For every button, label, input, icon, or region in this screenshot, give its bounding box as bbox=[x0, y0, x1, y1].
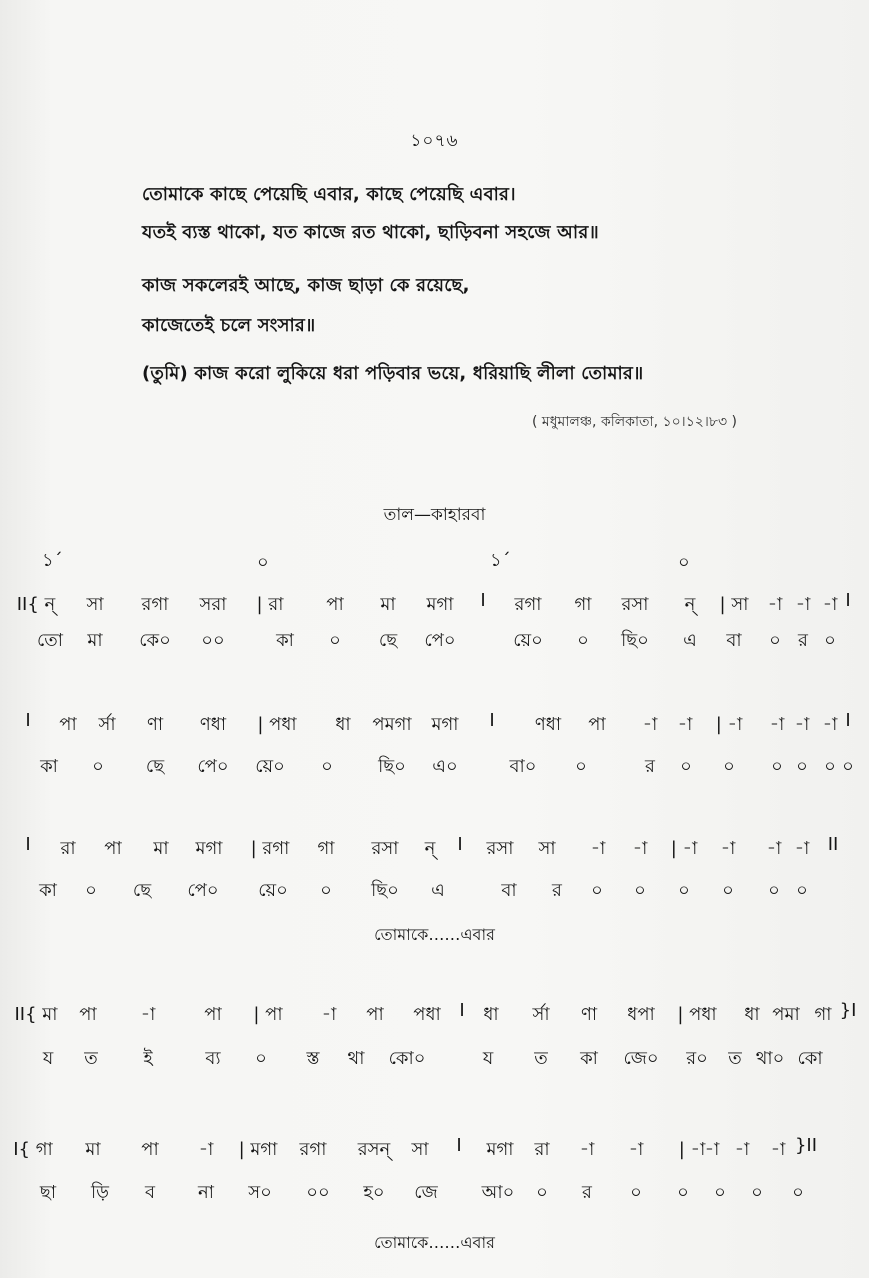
swara-cell: -া bbox=[632, 838, 648, 859]
swara-cell: | সা bbox=[719, 594, 749, 615]
bani-cell: ০ bbox=[536, 1182, 548, 1203]
swara-cell: I bbox=[456, 1135, 462, 1156]
swara-row-3 bbox=[0, 834, 869, 864]
bani-cell: ছে bbox=[132, 880, 152, 901]
swara-cell: -া bbox=[642, 714, 658, 735]
swara-cell: পা bbox=[588, 714, 606, 735]
swara-cell: পধা bbox=[413, 1004, 441, 1025]
bani-cell: ত bbox=[84, 1048, 98, 1069]
swara-cell: I bbox=[489, 710, 495, 731]
swara-cell: II{ ন্ bbox=[16, 594, 56, 615]
swara-row-4 bbox=[0, 1000, 869, 1030]
swara-cell: ধা bbox=[335, 714, 351, 735]
swara-cell: র্সা bbox=[532, 1004, 550, 1025]
bani-cell: তো bbox=[36, 630, 64, 651]
swara-cell: -া bbox=[579, 1139, 595, 1160]
swara-cell: পা bbox=[59, 714, 77, 735]
bani-cell: ০ bbox=[842, 756, 854, 777]
bani-cell: কে০ bbox=[139, 630, 171, 651]
lyric-line-3: কাজ সকলেরই আছে, কাজ ছাড়া কে রয়েছে, bbox=[142, 275, 470, 296]
bani-cell: ০ bbox=[630, 1182, 642, 1203]
swara-cell: রসা bbox=[621, 594, 649, 615]
bani-cell: ০ bbox=[678, 880, 690, 901]
tala-heading: তাল—কাহারবা bbox=[383, 505, 486, 525]
swara-cell: I bbox=[457, 834, 463, 855]
bani-cell: ছি০ bbox=[621, 630, 649, 651]
bani-cell: ০ bbox=[85, 880, 97, 901]
lyric-line-4: কাজেতেই চলে সংসার॥ bbox=[142, 315, 316, 336]
bani-cell: এ০ bbox=[432, 756, 458, 777]
beat-marker: ০ bbox=[678, 552, 690, 573]
swara-cell: মগা bbox=[431, 714, 459, 735]
bani-cell: ০ bbox=[792, 1182, 804, 1203]
bani-cell: ০ bbox=[92, 756, 104, 777]
swara-cell: মা bbox=[380, 594, 396, 615]
bani-cell: ০ bbox=[722, 880, 734, 901]
swara-row-5 bbox=[0, 1135, 869, 1165]
bani-cell: ০ bbox=[321, 756, 333, 777]
swara-cell: রগা bbox=[514, 594, 542, 615]
swara-cell: I bbox=[459, 1000, 465, 1021]
swara-cell: -া bbox=[794, 838, 810, 859]
swara-cell: গা bbox=[814, 1004, 832, 1025]
swara-cell: | পা bbox=[253, 1004, 283, 1025]
swara-cell: র্সা bbox=[98, 714, 116, 735]
swara-cell: পমা bbox=[772, 1004, 800, 1025]
bani-cell: ০ bbox=[680, 756, 692, 777]
swara-cell: I bbox=[25, 710, 31, 731]
bani-cell: ত bbox=[728, 1048, 742, 1069]
bani-cell: ০ bbox=[634, 880, 646, 901]
swara-cell: ণধা bbox=[534, 714, 562, 735]
swara-cell: ন্ bbox=[424, 838, 436, 859]
swara-cell: | মগা bbox=[238, 1139, 278, 1160]
bani-cell: কা bbox=[39, 880, 57, 901]
bani-cell: র bbox=[552, 880, 562, 901]
bani-cell: স্ত bbox=[306, 1048, 320, 1069]
swara-cell: রগা bbox=[299, 1139, 327, 1160]
swara-cell: }I bbox=[839, 1000, 857, 1021]
bani-cell: ০ bbox=[824, 756, 836, 777]
swara-cell: -া bbox=[769, 714, 785, 735]
bani-cell: ০ bbox=[796, 880, 808, 901]
bani-cell: ০০ bbox=[201, 630, 225, 651]
lyric-line-1: তোমাকে কাছে পেয়েছি এবার, কাছে পেয়েছি এবার। bbox=[142, 184, 516, 205]
bani-cell: ০ bbox=[771, 756, 783, 777]
swara-cell: I bbox=[480, 590, 486, 611]
bani-cell: ০ bbox=[255, 1048, 267, 1069]
lyric-line-2: যতই ব্যস্ত থাকো, যত কাজে রত থাকো, ছাড়িবনা সহজে আর॥ bbox=[142, 222, 599, 243]
bani-cell: ০ bbox=[796, 756, 808, 777]
swara-row-2 bbox=[0, 710, 869, 740]
bani-row-3 bbox=[0, 876, 869, 906]
swara-cell: -া bbox=[590, 838, 606, 859]
bani-cell: ব্য bbox=[205, 1048, 221, 1069]
bani-cell: য়ে০ bbox=[258, 880, 288, 901]
bani-row-5 bbox=[0, 1178, 869, 1208]
swara-cell: -া bbox=[734, 1139, 750, 1160]
bani-cell: ০ bbox=[329, 630, 341, 651]
source-note: ( মধুমালঞ্চ, কলিকাতা, ১০।১২।৮৩ ) bbox=[532, 414, 737, 430]
swara-cell: গা bbox=[574, 594, 592, 615]
bani-cell: কো০ bbox=[388, 1048, 426, 1069]
bani-cell: র bbox=[645, 756, 655, 777]
bani-cell: ০০ bbox=[306, 1182, 330, 1203]
bani-cell: ০ bbox=[723, 756, 735, 777]
swara-cell: -া bbox=[767, 594, 783, 615]
swara-cell: -া bbox=[794, 714, 810, 735]
swara-cell: -া bbox=[140, 1004, 156, 1025]
swara-cell: মা bbox=[85, 1139, 101, 1160]
swara-cell: মগা bbox=[486, 1139, 514, 1160]
bani-cell: ০ bbox=[751, 1182, 763, 1203]
bani-row-1 bbox=[0, 626, 869, 656]
bani-cell: ত bbox=[534, 1048, 548, 1069]
bani-cell: কা bbox=[40, 756, 58, 777]
bani-cell: এ bbox=[683, 630, 697, 651]
swara-cell: -া bbox=[321, 1004, 337, 1025]
bani-cell: এ bbox=[431, 880, 445, 901]
bani-cell: হ০ bbox=[363, 1182, 385, 1203]
bani-cell: ০ bbox=[575, 756, 587, 777]
swara-cell: II{ মা bbox=[14, 1004, 58, 1025]
bani-cell: ০ bbox=[768, 880, 780, 901]
bani-cell: জে bbox=[414, 1182, 438, 1203]
bani-cell: ব bbox=[144, 1182, 156, 1203]
swara-cell: রসন্ bbox=[357, 1139, 391, 1160]
swara-cell: -া bbox=[766, 838, 782, 859]
swara-cell: I bbox=[845, 590, 851, 611]
swara-cell: রা bbox=[534, 1139, 550, 1160]
swara-cell: | -া bbox=[678, 1139, 706, 1160]
swara-cell: রা bbox=[60, 838, 76, 859]
bani-cell: র bbox=[582, 1182, 592, 1203]
bani-cell: ০ bbox=[577, 630, 589, 651]
bani-cell: ছে bbox=[145, 756, 165, 777]
swara-cell: ণা bbox=[146, 714, 164, 735]
bani-cell: ০ bbox=[824, 630, 836, 651]
swara-cell: -া bbox=[628, 1139, 644, 1160]
bani-cell: বা bbox=[501, 880, 517, 901]
swara-cell: I bbox=[845, 710, 851, 731]
swara-cell: রসা bbox=[486, 838, 514, 859]
bani-cell: ড়ি bbox=[91, 1182, 109, 1203]
bani-cell: জে০ bbox=[623, 1048, 659, 1069]
bani-cell: ছি০ bbox=[371, 880, 399, 901]
swara-cell: মগা bbox=[426, 594, 454, 615]
bani-cell: থা০ bbox=[755, 1048, 785, 1069]
bani-cell: য bbox=[482, 1048, 494, 1069]
swara-cell: | পধা bbox=[257, 714, 297, 735]
refrain-1: তোমাকে……এবার bbox=[374, 925, 495, 944]
bani-cell: থা bbox=[347, 1048, 365, 1069]
swara-cell: পা bbox=[204, 1004, 222, 1025]
bani-cell: পে০ bbox=[424, 630, 456, 651]
swara-cell: সা bbox=[86, 594, 104, 615]
swara-cell: | রগা bbox=[250, 838, 290, 859]
bani-cell: না bbox=[198, 1182, 214, 1203]
swara-cell: রগা bbox=[141, 594, 169, 615]
lyric-line-5: (তুমি) কাজ করো লুকিয়ে ধরা পড়িবার ভয়ে, ধরিয়াছি লীলা তোমার॥ bbox=[142, 363, 644, 384]
swara-cell: সরা bbox=[199, 594, 227, 615]
bani-cell: র০ bbox=[686, 1048, 708, 1069]
swara-cell: II bbox=[827, 834, 839, 855]
swara-cell: -া bbox=[720, 838, 736, 859]
swara-cell: | -া bbox=[670, 838, 698, 859]
bani-cell: বা bbox=[726, 630, 742, 651]
swara-cell: -া bbox=[677, 714, 693, 735]
swara-cell: ধপা bbox=[627, 1004, 655, 1025]
bani-cell: য bbox=[42, 1048, 54, 1069]
swara-cell: I{ গা bbox=[13, 1139, 53, 1160]
swara-cell: | পধা bbox=[677, 1004, 717, 1025]
swara-cell: মগা bbox=[195, 838, 223, 859]
swara-cell: পা bbox=[104, 838, 122, 859]
swara-cell: রসা bbox=[371, 838, 399, 859]
bani-cell: ০ bbox=[320, 880, 332, 901]
beat-marker: ১´ bbox=[490, 550, 511, 571]
swara-cell: ধা bbox=[483, 1004, 499, 1025]
bani-cell: ০ bbox=[769, 630, 781, 651]
swara-cell: ণা bbox=[580, 1004, 598, 1025]
bani-cell: ছা bbox=[39, 1182, 57, 1203]
bani-cell: য়ে০ bbox=[255, 756, 285, 777]
bani-cell: কা bbox=[580, 1048, 598, 1069]
bani-cell: ০ bbox=[714, 1182, 726, 1203]
swara-cell: | রা bbox=[256, 594, 284, 615]
bani-cell: স০ bbox=[248, 1182, 272, 1203]
swara-cell: ন্ bbox=[684, 594, 696, 615]
swara-cell: }II bbox=[794, 1135, 818, 1156]
bani-row-2 bbox=[0, 752, 869, 782]
bani-cell: আ০ bbox=[481, 1182, 515, 1203]
bani-cell: ই bbox=[143, 1048, 153, 1069]
swara-cell: গা bbox=[317, 838, 335, 859]
swara-cell: -া bbox=[704, 1139, 720, 1160]
refrain-2: তোমাকে……এবার bbox=[374, 1233, 495, 1252]
swara-cell: ধা bbox=[744, 1004, 760, 1025]
beat-marker: ০ bbox=[257, 552, 269, 573]
bani-cell: ০ bbox=[591, 880, 603, 901]
swara-cell: I bbox=[25, 834, 31, 855]
bani-cell: ছে bbox=[378, 630, 398, 651]
bani-cell: ০ bbox=[677, 1182, 689, 1203]
swara-cell: সা bbox=[411, 1139, 429, 1160]
swara-cell: পা bbox=[79, 1004, 97, 1025]
bani-cell: পে০ bbox=[197, 756, 229, 777]
bani-cell: মা bbox=[87, 630, 103, 651]
swara-row-1 bbox=[0, 590, 869, 620]
swara-cell: -া bbox=[198, 1139, 214, 1160]
swara-cell: -া bbox=[770, 1139, 786, 1160]
bani-row-4 bbox=[0, 1044, 869, 1074]
page-number: ১০৭৬ bbox=[410, 131, 459, 151]
swara-cell: ণধা bbox=[199, 714, 227, 735]
bani-cell: কো bbox=[797, 1048, 823, 1069]
swara-cell: | -া bbox=[715, 714, 743, 735]
swara-cell: -া bbox=[822, 714, 838, 735]
swara-cell: সা bbox=[538, 838, 556, 859]
bani-cell: বা০ bbox=[509, 756, 537, 777]
swara-cell: -া bbox=[822, 594, 838, 615]
swara-cell: পা bbox=[326, 594, 344, 615]
beat-marker: ১´ bbox=[42, 550, 63, 571]
swara-cell: পা bbox=[141, 1139, 159, 1160]
bani-cell: য়ে০ bbox=[513, 630, 543, 651]
swara-cell: পা bbox=[366, 1004, 384, 1025]
bani-cell: কা bbox=[276, 630, 294, 651]
swara-cell: -া bbox=[795, 594, 811, 615]
bani-cell: ছি০ bbox=[378, 756, 406, 777]
swara-cell: পমগা bbox=[372, 714, 412, 735]
swara-cell: মা bbox=[153, 838, 169, 859]
bani-cell: র bbox=[798, 630, 808, 651]
bani-cell: পে০ bbox=[187, 880, 219, 901]
